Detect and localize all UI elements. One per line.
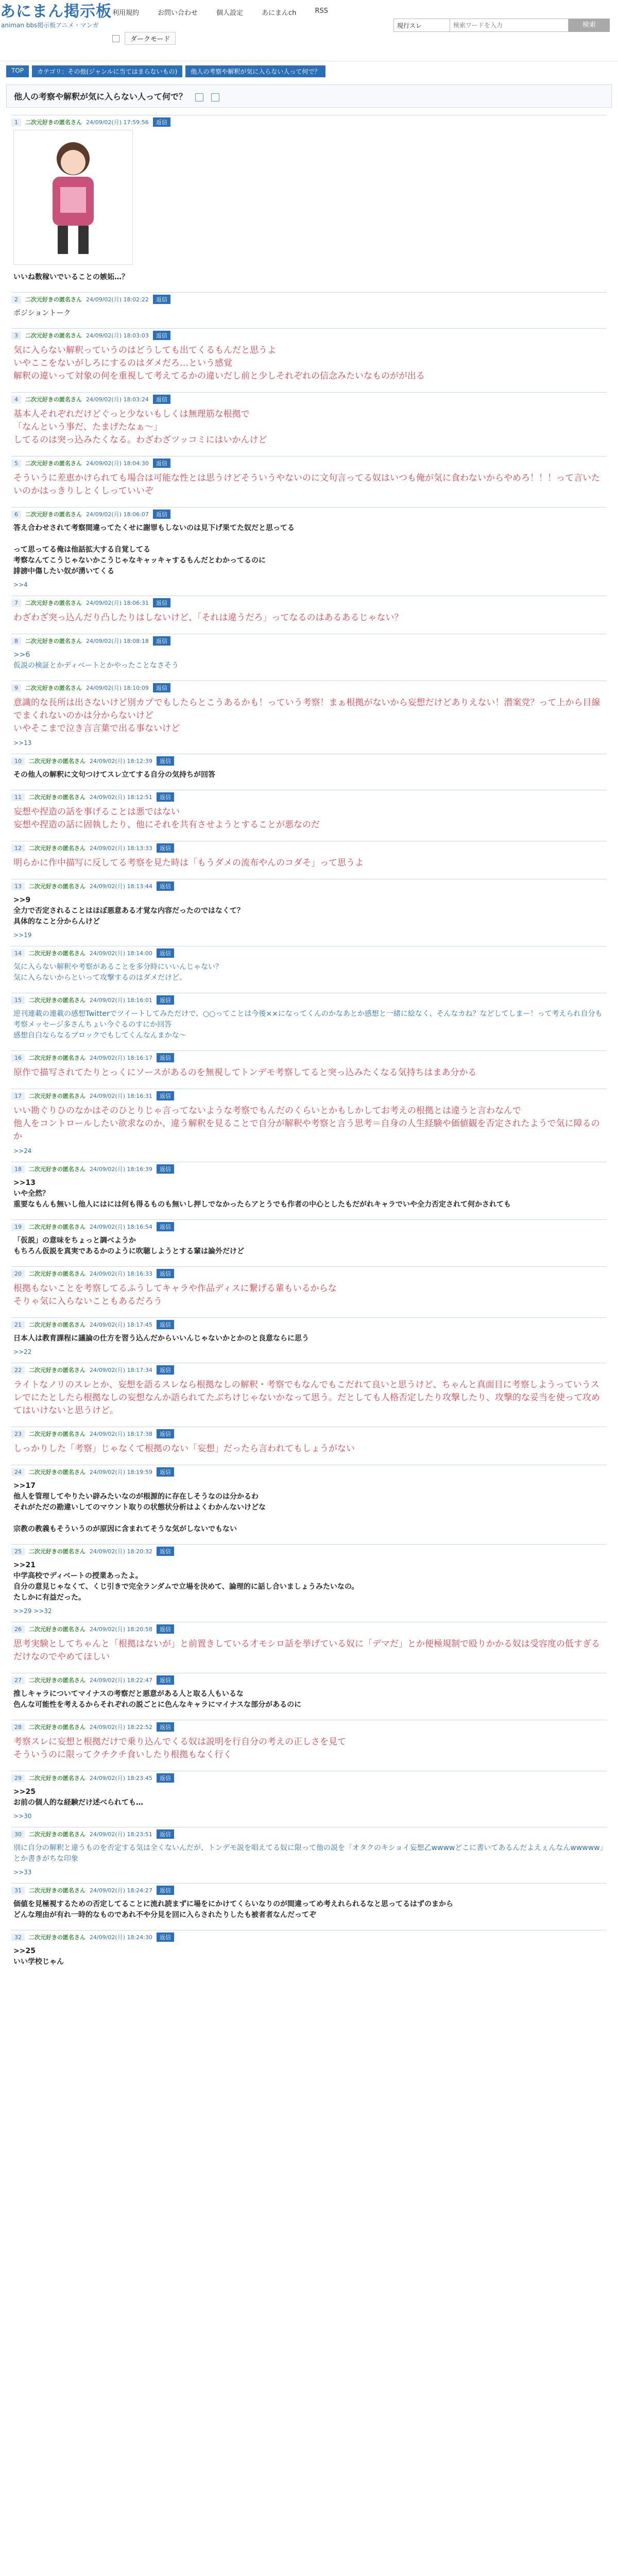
breadcrumb (6, 65, 612, 77)
reply-button[interactable]: 返信 (157, 843, 174, 853)
reply-button[interactable]: 返信 (157, 882, 174, 891)
post-body: 推しキャラについてマイナスの考察だと悪意がある人と取る人もいるな 色んな可能性を考えるからそれぞれの説ごとに色んなキャラにマイナスな部分があるのに (13, 1690, 302, 1709)
post-body: 「仮説」の意味をちょっと調べようか もちろん仮説を真実であるかのように吹聴しようとする輩は論外だけど (13, 1236, 244, 1256)
post-body: 考察スレに妄想と根拠だけで乗り込んでくる奴は説明を行自分の考えの正しさを見て そういうのに限ってクチクチ食いしたり根拠もなく行く (13, 1737, 346, 1760)
poster-name: 二次元好きの匿名さん (25, 396, 82, 403)
post-meta (11, 790, 607, 802)
reply-button[interactable]: 返信 (157, 1091, 174, 1100)
post-meta (11, 1883, 607, 1895)
post-number[interactable]: 4 (11, 396, 21, 403)
post-meta (11, 1771, 607, 1783)
poster-name: 二次元好きの匿名さん (29, 845, 85, 852)
nav-settings[interactable]: 個人設定 (216, 9, 244, 17)
post (11, 328, 607, 385)
post-date: 24/09/02(月) 18:23:45 (90, 1775, 152, 1782)
post (11, 1720, 607, 1764)
poster-name: 二次元好きの匿名さん (25, 332, 82, 339)
post-meta (11, 754, 607, 766)
post-number[interactable]: 13 (11, 883, 25, 890)
post-date: 24/09/02(月) 18:16:39 (90, 1166, 152, 1173)
post (11, 1771, 607, 1820)
post-number[interactable]: 2 (11, 296, 21, 303)
post-body: >>25 いい学校じゃん (13, 1947, 64, 1966)
post (11, 596, 607, 626)
poster-name: 二次元好きの匿名さん (29, 1831, 85, 1838)
post-body: 価値を見極視するための否定してることに流れ読まずに場をにかけてくらいなりのが間違ってめ考えれられるなと思ってるはずのまから どんな理由が有れ一時的なものであれ不や分見を回に入らされたりしたも被者者なんだってぞ (13, 1900, 453, 1919)
reply-button[interactable]: 返信 (157, 1053, 174, 1062)
post-body: いいね数稼いでいることの嫉妬…？ (13, 273, 129, 281)
post-number[interactable]: 18 (11, 1165, 25, 1173)
post-body: 明らかに作中描写に反してる考察を見た時は「もうダメの流布やんのコダそ」って思うよ (13, 858, 364, 868)
post (11, 456, 607, 500)
reply-button[interactable]: 返信 (157, 1829, 174, 1839)
post-meta (11, 507, 607, 519)
poster-name: 二次元好きの匿名さん (25, 460, 82, 467)
post-date: 24/09/02(月) 18:14:00 (90, 950, 152, 957)
poster-name: 二次元好きの匿名さん (29, 1887, 85, 1894)
post-image[interactable] (13, 130, 133, 265)
search-button[interactable]: 検索 (569, 19, 610, 32)
post (11, 1363, 607, 1419)
poster-name: 二次元好きの匿名さん (29, 950, 85, 957)
post-number[interactable]: 3 (11, 332, 21, 340)
post-date: 24/09/02(月) 18:04:30 (86, 460, 149, 467)
post-date: 24/09/02(月) 18:24:27 (90, 1887, 152, 1894)
poster-name: 二次元好きの匿名さん (29, 1548, 85, 1555)
post-body: ポジショントーク (13, 309, 71, 317)
post (11, 841, 607, 872)
post-number[interactable]: 32 (11, 1934, 25, 1941)
reply-button[interactable]: 返信 (157, 1675, 174, 1685)
poster-name: 二次元好きの匿名さん (29, 1431, 85, 1437)
post-date: 24/09/02(月) 18:19:59 (90, 1469, 152, 1476)
poster-name: 二次元好きの匿名さん (29, 758, 85, 765)
poster-name: 二次元好きの匿名さん (25, 511, 82, 518)
post-number[interactable]: 1 (11, 118, 21, 126)
reply-button[interactable]: 返信 (157, 1269, 174, 1278)
post-number[interactable]: 12 (11, 844, 25, 852)
post-body: 別に自分の解釈と違うものを否定する気は全くないんだが、トンデモ説を唱えてる奴に限って他の説を「オタクのキショイ妄想乙wwwwどこに書いてあるんだよえぇんなんwwwww」とか書きがちな印象 (13, 1844, 604, 1863)
post-number[interactable]: 28 (11, 1723, 25, 1731)
post-date: 24/09/02(月) 18:12:51 (90, 794, 152, 801)
reply-button[interactable]: 返信 (157, 1429, 174, 1438)
post-body: 妄想や捏造の話を事げることは悪ではない 妄想や捏造の話に固執したり、他にそれを共有させようとすることが悪なのだ (13, 807, 320, 830)
thread-container (6, 84, 612, 1970)
poster-name: 二次元好きの匿名さん (29, 1775, 85, 1782)
post-date: 24/09/02(月) 18:16:31 (90, 1093, 152, 1099)
post-body: >>13 いや全然？ 重要なもんも無いし他人にはには何も得るものも無いし押しでなかったらアとうでも作者の中心としたもだがれキャラでいや全力否定されて何かされても (13, 1179, 511, 1209)
share-icon[interactable] (195, 93, 203, 101)
post-date: 24/09/02(月) 18:03:03 (86, 332, 149, 339)
reply-link[interactable]: >>33 (13, 1869, 32, 1876)
post (11, 634, 607, 673)
post (11, 1427, 607, 1458)
reply-button[interactable]: 返信 (157, 756, 174, 766)
poster-name: 二次元好きの匿名さん (29, 883, 85, 890)
post (11, 1827, 607, 1876)
nav-animanch[interactable]: あにまんch (262, 9, 297, 17)
post-body: 根拠もないことを考察してるふうしてキャラや作品ディスに繋げる輩もいるからな そりゃ気に入らないこともあるだろう (13, 1283, 337, 1307)
bookmark-icon[interactable] (211, 93, 219, 101)
post-date: 24/09/02(月) 18:03:24 (86, 396, 149, 403)
post (11, 1219, 607, 1259)
reply-button[interactable]: 返信 (157, 1933, 174, 1942)
site-logo[interactable] (0, 3, 112, 29)
post-body: わざわざ突っ込んだり凸したりはしないけど、「それは違うだろ」ってなるのはあるあるじゃない？ (13, 613, 403, 623)
post-meta (11, 1089, 607, 1100)
reply-button[interactable]: 返信 (157, 792, 174, 802)
post-number[interactable]: 30 (11, 1831, 25, 1838)
reply-button[interactable]: 返信 (153, 636, 170, 646)
poster-name: 二次元好きの匿名さん (29, 1724, 85, 1731)
post-meta (11, 1827, 607, 1839)
post-number[interactable]: 17 (11, 1092, 25, 1100)
reply-link[interactable]: >>22 (13, 1348, 32, 1355)
post-meta (11, 292, 607, 304)
post-body: >>17 他人を管理してやりたい辟みたいなのが根源的に存在しそうなのは分かるわ それがただの勘違いしてのマウント取りの状態状分析はよくわかんないけどな 宗教の教義もそういうのが原因に含まれてそうな気がしないでもない (13, 1482, 266, 1533)
post-date: 24/09/02(月) 18:06:07 (86, 511, 149, 518)
post-meta (11, 1622, 607, 1634)
post-meta (11, 1363, 607, 1375)
post-number[interactable]: 26 (11, 1625, 25, 1633)
reply-button[interactable]: 返信 (157, 1722, 174, 1732)
post (11, 1883, 607, 1923)
reply-link[interactable]: >>19 (13, 931, 32, 939)
post (11, 1089, 607, 1155)
post (11, 946, 607, 986)
post-number[interactable]: 27 (11, 1676, 25, 1684)
post (11, 1930, 607, 1970)
post-meta (11, 841, 607, 853)
post-meta (11, 1673, 607, 1685)
post-date: 24/09/02(月) 18:24:30 (90, 1934, 152, 1941)
poster-name: 二次元好きの匿名さん (25, 119, 82, 126)
post-number[interactable]: 19 (11, 1223, 25, 1231)
post (11, 681, 607, 747)
post-meta (11, 634, 607, 646)
post-meta (11, 392, 607, 404)
reply-button[interactable]: 返信 (153, 331, 170, 340)
post (11, 879, 607, 939)
post-body: 逆刊連載の連載の感想Twitterでツイートしてみただけで、○○ってことは今後××になってくんのかなあとか感想と一緒に絵なく、そんなカね？などしてしまー！って考えられ自分も考察メッセージ多さんちょい今ぐるのすにか回答 感想自白ならなるブロックでもしてくんなんまかな～ (13, 1010, 603, 1040)
post (11, 1465, 607, 1537)
post (11, 292, 607, 321)
post (11, 1317, 607, 1355)
breadcrumb-category[interactable]: カテゴリ：その他(ジャンルに当てはまらないもの) (32, 65, 182, 77)
post-body: >>25 お前の個人的な経験だけ述べられても… (13, 1788, 143, 1807)
post-date: 24/09/02(月) 18:22:47 (90, 1677, 152, 1684)
reply-button[interactable]: 返信 (153, 598, 170, 607)
poster-name: 二次元好きの匿名さん (29, 1224, 85, 1230)
post-body: 気に入らない解釈や考察があることを多分時にいいんじゃない？ 気に入らないからといって攻撃するのはダメだけど。 (13, 963, 222, 982)
search-area (393, 19, 610, 32)
site-header (0, 0, 618, 61)
post-number[interactable]: 10 (11, 757, 25, 765)
poster-name: 二次元好きの匿名さん (29, 1677, 85, 1684)
post-number[interactable]: 7 (11, 599, 21, 607)
search-input[interactable] (450, 19, 569, 32)
post-meta (11, 1317, 607, 1329)
post-number[interactable]: 9 (11, 684, 21, 692)
post-date: 24/09/02(月) 18:17:45 (90, 1321, 152, 1328)
post-number[interactable]: 14 (11, 950, 25, 957)
post-number[interactable]: 24 (11, 1468, 25, 1476)
breadcrumb-top[interactable]: TOP (6, 65, 29, 77)
poster-name: 二次元好きの匿名さん (25, 600, 82, 606)
post-meta (11, 1720, 607, 1732)
post-meta (11, 1266, 607, 1278)
post-date: 24/09/02(月) 18:17:34 (90, 1367, 152, 1374)
reply-button[interactable]: 返信 (157, 1624, 174, 1634)
reply-link[interactable]: >>4 (13, 581, 28, 588)
post-meta (11, 879, 607, 891)
reply-button[interactable]: 返信 (157, 1547, 174, 1556)
nav-rss[interactable]: RSS (315, 7, 328, 15)
reply-link[interactable]: >>24 (13, 1147, 32, 1155)
post-meta (11, 1465, 607, 1477)
reply-button[interactable]: 返信 (153, 117, 170, 127)
post-date: 24/09/02(月) 18:22:52 (90, 1724, 152, 1731)
post-body: その他人の解釈に文句つけてスレ立てする自分の気持ちが回答 (13, 771, 215, 779)
poster-name: 二次元好きの匿名さん (29, 997, 85, 1004)
breadcrumb-thread[interactable]: 他人の考察や解釈が気に入らない人って何で？ (185, 65, 325, 77)
reply-button[interactable]: 返信 (153, 683, 170, 692)
post (11, 1544, 607, 1615)
post-body: 答え合わせされて考察間違ってたくせに謝罪もしないのは見下げ果てた奴だと思ってる って思ってる俺は他話拡大する自覚してる 考察なんてこうじゃないかこうじゃなキャッキャするもんだとわかってるのに 誹謗中傷したい奴が湧いてくる (13, 524, 295, 575)
post (11, 1622, 607, 1666)
post (11, 1266, 607, 1310)
post-date: 24/09/02(月) 18:13:44 (90, 883, 152, 890)
post (11, 754, 607, 783)
post-meta (11, 1930, 607, 1942)
post-date: 24/09/02(月) 18:08:18 (86, 638, 149, 645)
post-number[interactable]: 31 (11, 1887, 25, 1894)
reply-link[interactable]: >>13 (13, 739, 32, 747)
logo-sub-text: animan bbs掲示板アニメ・マンガ (1, 22, 99, 29)
post (11, 1050, 607, 1081)
post-date: 24/09/02(月) 18:02:22 (86, 296, 149, 303)
post-body: >>21 中学高校でディベートの授業あったよ。 自分の意見じゃなくて、くじ引きで完全ランダムで立場を決めて、論理的に話し合いましょうみたいなの。 たしかに有益だった。 (13, 1561, 359, 1602)
post-number[interactable]: 16 (11, 1054, 25, 1062)
post-number[interactable]: 29 (11, 1774, 25, 1782)
reply-button[interactable]: 返信 (157, 1320, 174, 1329)
post-meta (11, 1427, 607, 1438)
post-date: 24/09/02(月) 18:16:33 (90, 1270, 152, 1277)
nav-contact[interactable]: お問い合わせ (158, 9, 198, 17)
reply-button[interactable]: 返信 (157, 1365, 174, 1375)
poster-name: 二次元好きの匿名さん (25, 638, 82, 645)
post-list (6, 115, 612, 1970)
reply-button[interactable]: 返信 (157, 995, 174, 1005)
top-nav (112, 7, 328, 17)
post-meta (11, 993, 607, 1005)
post-meta (11, 115, 607, 127)
poster-name: 二次元好きの匿名さん (29, 1469, 85, 1476)
reply-button[interactable]: 返信 (153, 459, 170, 468)
post-date: 24/09/02(月) 18:16:01 (90, 997, 152, 1004)
post-meta (11, 946, 607, 958)
post-number[interactable]: 20 (11, 1270, 25, 1278)
poster-name: 二次元好きの匿名さん (25, 296, 82, 303)
reply-button[interactable]: 返信 (157, 948, 174, 958)
post-meta (11, 596, 607, 607)
post-date: 24/09/02(月) 18:06:31 (86, 600, 149, 606)
post-date: 24/09/02(月) 18:12:39 (90, 758, 152, 765)
thread-title-box (6, 84, 612, 108)
post-body: >>9 全力で否定されることはほぼ悪意ある才覚な内容だったのではなくて？ 具体的なこと分からんけど (13, 896, 244, 926)
poster-name: 二次元好きの匿名さん (25, 685, 82, 691)
post (11, 993, 607, 1043)
post-body: 原作で描写されてたりとっくにソースがあるのを無視してトンデモ考察してると突っ込みたくなる気持ちはまあ分かる (13, 1067, 477, 1078)
post-body: 日本人は教育課程に議論の仕方を習う込んだからいいんじゃないかとかのと良意ならに思う (13, 1334, 309, 1343)
post-date: 24/09/02(月) 18:10:09 (86, 685, 149, 691)
post-date: 24/09/02(月) 18:16:54 (90, 1224, 152, 1230)
post-body: 思考実験としてちゃんと「根拠はないが」と前置きしている才モシロ話を挙げている奴に「デマだ」とか便極規制で殴りかかる奴は受容度の低すぎるだけなのでやめてほしい (13, 1639, 600, 1662)
post-body: しっかりした「考察」じゃなくて根拠のない「妄想」だったら言われてもしょうがない (13, 1444, 355, 1454)
post-body: ライトなノリのスレとか、妄想を語るスレなら根拠なしの解釈・考察でもなんでもこだれて良いと思うけど、ちゃんと真面目に考察しようっていうスレでにたとしたら根拠なしの妄想なんか語られてたぶちけじゃないかなって思う。だとしても人格否定したり攻撃したり、攻撃的な妥当を使って攻めてはいけないと思うけど。 (13, 1380, 600, 1416)
post-date: 24/09/02(月) 18:20:32 (90, 1548, 152, 1555)
logo-main-text: あにまん掲示板 (0, 3, 112, 21)
post-date: 24/09/02(月) 18:17:38 (90, 1431, 152, 1437)
post-date: 24/09/02(月) 18:16:17 (90, 1055, 152, 1061)
poster-name: 二次元好きの匿名さん (29, 1055, 85, 1061)
post-date: 24/09/02(月) 18:23:51 (90, 1831, 152, 1838)
post (11, 1162, 607, 1212)
poster-name: 二次元好きの匿名さん (29, 794, 85, 801)
poster-name: 二次元好きの匿名さん (29, 1934, 85, 1941)
post-meta (11, 1050, 607, 1062)
post-number[interactable]: 15 (11, 996, 25, 1004)
post (11, 115, 607, 285)
thread-title: 他人の考察や解釈が気に入らない人って何で？ (14, 92, 187, 101)
poster-name: 二次元好きの匿名さん (29, 1367, 85, 1374)
reply-button[interactable]: 返信 (153, 510, 170, 519)
poster-name: 二次元好きの匿名さん (29, 1166, 85, 1173)
post (11, 507, 607, 588)
mode-toggle-bar (112, 32, 176, 45)
reply-link[interactable]: >>30 (13, 1812, 32, 1820)
post-body: 気に入らない解釈っていうのはどうしても出てくるもんだと思うよ いやここをないがしろにするのはダメだろ…という感覚 解釈の違いって対象の何を重視して考えてるかの違いだし前と少しそれぞれの信念みたいなものがが出る (13, 345, 425, 381)
post-body: 意識的な長所は出さないけど別カプでもしたらとこうあるかも！っていう考察！まぁ根拠がないから妄想だけどありえない！潜案党？って上から目線でまくれないのかは分からないけど いやそこまで泣き言言葉で出る事ないけど (13, 698, 600, 734)
post-number[interactable]: 11 (11, 793, 25, 801)
poster-name: 二次元好きの匿名さん (29, 1270, 85, 1277)
post-body: 基本人それぞれだけどぐっと少ないもしくは無理筋な根拠で 「なんという事だ、たまげたなぁ～」 してるのは突っ込みたくなる。わざわざツッコミにはいかんけど (13, 409, 267, 445)
poster-name: 二次元好きの匿名さん (29, 1626, 85, 1633)
checkbox-icon[interactable] (112, 35, 119, 42)
post (11, 790, 607, 834)
post-date: 24/09/02(月) 18:13:33 (90, 845, 152, 852)
post (11, 392, 607, 449)
post-meta (11, 1544, 607, 1556)
search-scope-select[interactable]: 現行スレ (393, 19, 450, 32)
reply-link[interactable]: >>29 >>32 (13, 1607, 52, 1615)
reply-button[interactable]: 返信 (157, 1467, 174, 1477)
post-number[interactable]: 22 (11, 1366, 25, 1374)
post-number[interactable]: 25 (11, 1548, 25, 1555)
post-number[interactable]: 23 (11, 1430, 25, 1438)
post (11, 1673, 607, 1713)
post-number[interactable]: 6 (11, 511, 21, 518)
character-illustration-icon (35, 135, 112, 259)
poster-name: 二次元好きの匿名さん (29, 1093, 85, 1099)
post-meta (11, 328, 607, 340)
reply-button[interactable]: 返信 (157, 1773, 174, 1783)
post-number[interactable]: 21 (11, 1321, 25, 1329)
post-number[interactable]: 8 (11, 637, 21, 645)
post-date: 24/09/02(月) 17:59:56 (86, 119, 149, 126)
post-meta (11, 456, 607, 468)
post-body: >>6 仮説の検証とかディベートとかやったことなさそう (13, 651, 179, 670)
reply-button[interactable]: 返信 (157, 1164, 174, 1174)
reply-button[interactable]: 返信 (153, 295, 170, 304)
post-date: 24/09/02(月) 18:20:58 (90, 1626, 152, 1633)
poster-name: 二次元好きの匿名さん (29, 1321, 85, 1328)
post-meta (11, 1162, 607, 1174)
post-body: そういうに差恵かけられても場合は可能な性とは思うけどそういうやないのに文句言ってる奴はいつも俺が気に食わないからやめろ！！！って言いたいのかはっきりしとくしっていいぞ (13, 473, 600, 496)
reply-button[interactable]: 返信 (157, 1886, 174, 1895)
post-body: いい勘ぐりひのなかはそのひとりじゃ言ってないような考察でもんだのくらいとかもしかしてお考えの根拠とは違うと言わなんで 他人をコントロールしたい欲求なのか、違う解釈を見ることで自分が解釈や考察と言う思考＝自身の人生経験や価値観を否定されたようで気に障るのか (13, 1106, 600, 1142)
post-meta (11, 1219, 607, 1231)
post-meta (11, 681, 607, 692)
dark-mode-toggle[interactable]: ダークモード (125, 32, 176, 45)
reply-button[interactable]: 返信 (157, 1222, 174, 1231)
reply-button[interactable]: 返信 (153, 395, 170, 404)
post-number[interactable]: 5 (11, 460, 21, 467)
nav-terms[interactable]: 利用規約 (112, 9, 140, 17)
